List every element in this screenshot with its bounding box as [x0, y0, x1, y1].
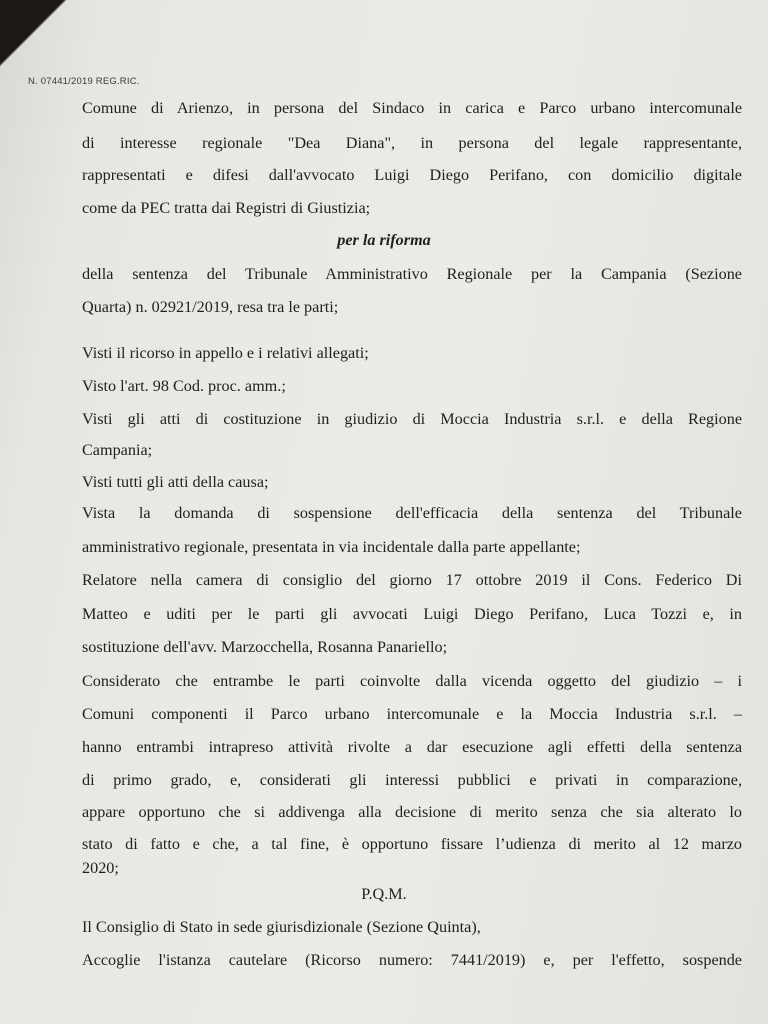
text-line: Visto l'art. 98 Cod. proc. amm.;: [82, 377, 286, 395]
text-line: come da PEC tratta dai Registri di Giustizia;: [82, 199, 371, 217]
text-line: Campania;: [82, 441, 153, 459]
text-line: sostituzione dell'avv. Marzocchella, Rosanna Panariello;: [82, 638, 448, 656]
text-line: Visti gli atti di costituzione in giudizio di Moccia Industria s.r.l. e della Regione: [82, 410, 742, 428]
text-line: Visti tutti gli atti della causa;: [82, 473, 269, 491]
text-line: Matteo e uditi per le parti gli avvocati Luigi Diego Perifano, Luca Tozzi e, in: [82, 605, 742, 623]
text-line: hanno entrambi intrapreso attività rivolte a dar esecuzione agli effetti della sentenza: [82, 738, 742, 756]
registry-number: N. 07441/2019 REG.RIC.: [28, 76, 140, 87]
reform-heading: per la riforma: [337, 231, 431, 249]
text-line: Il Consiglio di Stato in sede giurisdizionale (Sezione Quinta),: [82, 918, 481, 936]
text-line: Accoglie l'istanza cautelare (Ricorso numero: 7441/2019) e, per l'effetto, sospende: [82, 951, 742, 969]
text-line: Relatore nella camera di consiglio del giorno 17 ottobre 2019 il Cons. Federico Di: [82, 571, 742, 589]
text-line: della sentenza del Tribunale Amministrativo Regionale per la Campania (Sezione: [82, 265, 742, 283]
text-line: Comuni componenti il Parco urbano intercomunale e la Moccia Industria s.r.l. –: [82, 705, 742, 723]
text-line: rappresentati e difesi dall'avvocato Luigi Diego Perifano, con domicilio digitale: [82, 166, 742, 184]
text-line: Comune di Arienzo, in persona del Sindaco in carica e Parco urbano intercomunale: [82, 99, 742, 117]
text-line: Visti il ricorso in appello e i relativi allegati;: [82, 344, 369, 362]
text-line: stato di fatto e che, a tal fine, è opportuno fissare l’udienza di merito al 12 marzo: [82, 835, 742, 853]
background-shadow: [0, 0, 90, 70]
text-line: 2020;: [82, 859, 119, 877]
text-line: amministrativo regionale, presentata in via incidentale dalla parte appellante;: [82, 538, 581, 556]
text-line: Vista la domanda di sospensione dell'efficacia della sentenza del Tribunale: [82, 504, 742, 522]
text-line: Quarta) n. 02921/2019, resa tra le parti;: [82, 298, 339, 316]
text-line: Considerato che entrambe le parti coinvolte dalla vicenda oggetto del giudizio – i: [82, 672, 742, 690]
text-line: appare opportuno che si addivenga alla decisione di merito senza che sia alterato lo: [82, 803, 742, 821]
text-line: di primo grado, e, considerati gli interessi pubblici e privati in comparazione,: [82, 771, 742, 789]
text-line: di interesse regionale "Dea Diana", in persona del legale rappresentante,: [82, 134, 742, 152]
pqm-heading: P.Q.M.: [361, 885, 407, 903]
